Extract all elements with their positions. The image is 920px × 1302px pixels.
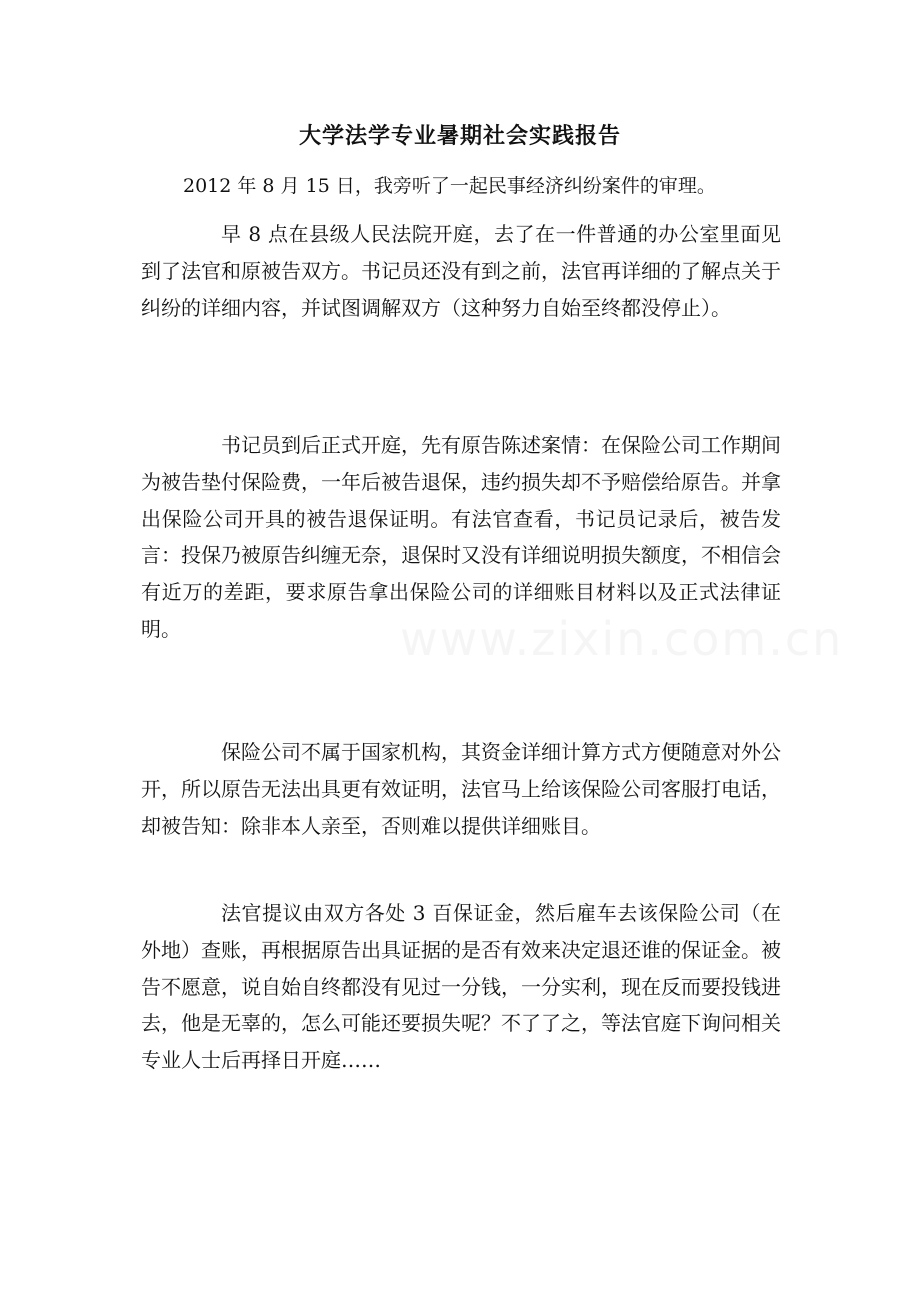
watermark: www.zixin.com.cn — [400, 612, 844, 666]
paragraph: 保险公司不属于国家机构，其资金详细计算方式方便随意对外公开，所以原告无法出具更有效证明，法官马上给该保险公司客服打电话，却被告知：除非本人亲至，否则难以提供详细账目。 — [141, 740, 781, 838]
paragraph: 法官提议由双方各处 3 百保证金，然后雇车去该保险公司（在外地）查账，再根据原告出具证据的是否有效来决定退还谁的保证金。被告不愿意，说自始自终都没有见过一分钱，一分实利，现在反而要投钱进去，他是无辜的，怎么可能还要损失呢？不了了之，等法官庭下询问相关专业人士后再择日开庭…… — [141, 901, 781, 1073]
date-line: 2012 年 8 月 15 日，我旁听了一起民事经济纠纷案件的审理。 — [183, 175, 716, 197]
document-title: 大学法学专业暑期社会实践报告 — [298, 123, 621, 149]
paragraph: 书记员到后正式开庭，先有原告陈述案情：在保险公司工作期间为被告垫付保险费，一年后被告退保，违约损失却不予赔偿给原告。并拿出保险公司开具的被告退保证明。有法官查看，书记员记录后，被告发言：投保乃被原告纠缠无奈，退保时又没有详细说明损失额度，不相信会有近万的差距，要求原告拿出保险公司的详细账目材料以及正式法律证明。 — [141, 433, 781, 641]
paragraph: 早 8 点在县级人民法院开庭，去了在一件普通的办公室里面见到了法官和原被告双方。书记员还没有到之前，法官再详细的了解点关于纠纷的详细内容，并试图调解双方（这种努力自始至终都没停止）。 — [141, 222, 781, 320]
